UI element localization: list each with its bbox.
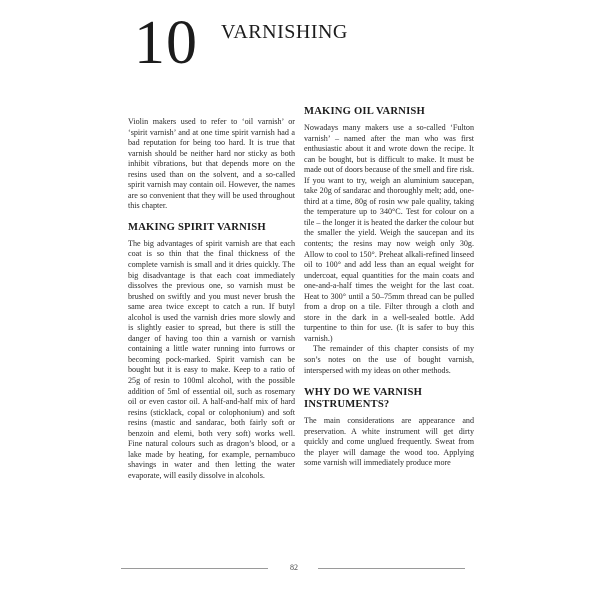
spirit-varnish-paragraph: The big advantages of spirit varnish are that each coat is so thin that the final thickness of the complete varnish is small and it dries quickly. The big disadvantage is that each coat immediately dissolves the previous one, so varnish must be brushed on swiftly and you must never brush the same area twice except to catch a run. If butyl alcohol is used the varnish dries more slowly and is slightly easier to spread, but there is still the danger of having too thin a varnish or varnish containing a little water running into furrows or becoming pock-marked. Spirit varnish can be bought but it is easy to make. Keep to a ratio of 25g of resin to 100ml alcohol, with the possible addition of 5ml of essential oil, such as rosemary oil or even castor oil. A half-and-half mix of hard resins (sticklack, copal or colophonium) and soft resins (mastic and sandarac, both fairly soft or benzoin and elemi, both very soft) works well. Fine natural colours such as dragon’s blood, or a lake made by heating, for example, pernambuco shavings in water and then letting the water evaporate, will easily dissolve in alcohols. xyxy=(128,238,295,480)
footer-rule-left xyxy=(121,568,268,569)
section-heading-why-varnish: WHY DO WE VARNISH INSTRUMENTS? xyxy=(304,387,423,411)
footer-rule-right xyxy=(318,568,465,569)
page-number: 82 xyxy=(290,563,298,572)
why-varnish-paragraph: The main considerations are appearance and preservation. A white instrument will get dirty quickly and come unglued frequently. Sweat from the player will damage the wood too. Applying some varnish will immediately produce more xyxy=(304,416,474,468)
left-column xyxy=(128,106,295,482)
section-heading-spirit-varnish: MAKING SPIRIT VARNISH xyxy=(128,221,266,233)
right-column xyxy=(304,106,474,469)
remainder-paragraph: The remainder of this chapter consists of my son’s notes on the use of bought varnish, interspersed with my ideas on other methods. xyxy=(304,344,474,375)
oil-varnish-paragraph: Nowadays many makers use a so-called ‘Fulton varnish’ – named after the man who was first enthusiastic about it and wrote down the recipe. It can be bought, but is difficult to make. It must be made out of doors because of the smell and fire risk. If you want to try, weigh an aluminium saucepan, take 20g of sandarac and thoroughly melt; add, one-third at a time, 80g of rosin ww pale quality, taking the temperature up to 340°C. Test for colour on a tile – the longer it is heated the darker the colour but the smaller the yield. Weigh the saucepan and its contents; the resins may now weigh only 30g. Allow to cool to 150°. Preheat alkali-refined linseed oil to 100° and add less than an equal weight for undercoat, equal quantities for the main coats and one-and-a-half times the weight for the last coat. Heat to 300° until a 50–75mm thread can be pulled from a drop on a tile. Filter through a cloth and store in the dark in a well-sealed bottle. Add turpentine to thin for use. (It is safer to buy this varnish.) xyxy=(304,123,474,343)
chapter-title: VARNISHING xyxy=(221,21,348,43)
intro-paragraph: Violin makers used to refer to ‘oil varnish’ or ‘spirit varnish’ and at one time spirit varnish had a bad reputation for being too hard. It is true that varnish should be neither hard nor sticky as both inhibit vibrations, but that depends more on the resins used than on the solvent, and a so-called spirit varnish may contain oil. However, the names are so convenient that they will be used throughout this chapter. xyxy=(128,117,295,211)
section-heading-oil-varnish: MAKING OIL VARNISH xyxy=(304,106,425,117)
chapter-number: 10 xyxy=(134,9,198,77)
